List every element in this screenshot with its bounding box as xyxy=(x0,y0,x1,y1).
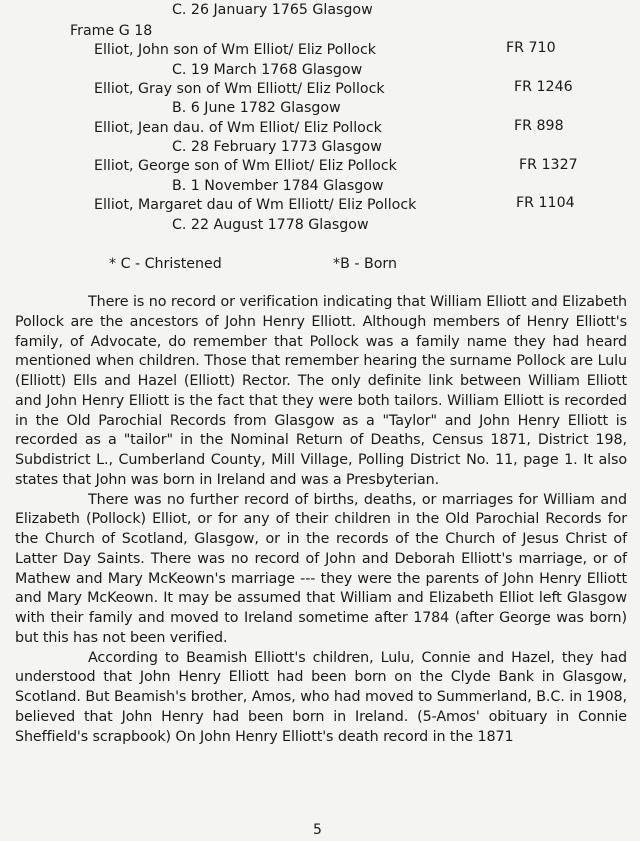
entry-frame-ref: FR 710 xyxy=(506,40,556,56)
entry-event: C. 28 February 1773 Glasgow xyxy=(172,139,382,155)
legend-christened: * C - Christened xyxy=(109,256,222,272)
entry-event: C. 22 August 1778 Glasgow xyxy=(172,217,369,233)
entry-event: B. 6 June 1782 Glasgow xyxy=(172,100,341,116)
entry-name: Elliot, Margaret dau of Wm Elliott/ Eliz Pollock xyxy=(94,197,417,213)
entry-event: B. 1 November 1784 Glasgow xyxy=(172,178,384,194)
entry-frame-ref: FR 1104 xyxy=(516,195,575,211)
entry-name: Elliot, Gray son of Wm Elliott/ Eliz Pollock xyxy=(94,81,385,97)
entry-name: Elliot, Jean dau. of Wm Elliot/ Eliz Pollock xyxy=(94,120,382,136)
page-number: 5 xyxy=(313,822,322,838)
entry-name: Elliot, John son of Wm Elliot/ Eliz Pollock xyxy=(94,42,376,58)
frame-label: Frame G 18 xyxy=(70,23,153,39)
paragraph: According to Beamish Elliott's children, Lulu, Connie and Hazel, they had understood that John Henry Elliott had been born on the Clyde Bank in Glasgow, Scotland. But Beamish's brother, Amos, who had moved to Summerland, B.C. in 1908, believed that John Henry had been born in Ireland. (5-Amos' obituary in Connie Sheffield's scrapbook) On John Henry Elliott's death record in the 1871 xyxy=(15,649,627,745)
record-top-line: C. 26 January 1765 Glasgow xyxy=(172,2,373,18)
entry-event: C. 19 March 1768 Glasgow xyxy=(172,62,363,78)
entry-frame-ref: FR 898 xyxy=(514,118,564,134)
paragraph: There was no further record of births, deaths, or marriages for William and Elizabeth (Pollock) Elliot, or for any of their children in the Old Parochial Records for the Church of Scotland, Glasgow, or in the records of the Church of Jesus Christ of Latter Day Saints. There was no record of John and Deborah Elliott's marriage, or of Mathew and Mary McKeown's marriage --- they were the parents of John Henry Elliott and Mary McKeown. It may be assumed that William and Elizabeth Elliot left Glasgow with their family and moved to Ireland sometime after 1784 (after George was born) but this has not been verified. xyxy=(15,491,627,646)
legend-born: *B - Born xyxy=(333,256,397,272)
entry-frame-ref: FR 1327 xyxy=(519,157,578,173)
entry-name: Elliot, George son of Wm Elliot/ Eliz Pollock xyxy=(94,158,397,174)
body-text xyxy=(15,293,627,747)
paragraph: There is no record or verification indicating that William Elliott and Elizabeth Pollock are the ancestors of John Henry Elliott. Although members of Henry Elliott's family, of Advocate, do remember that Pollock was a family name they had heard mentioned when children. Those that remember hearing the surname Pollock are Lulu (Elliott) Ells and Hazel (Elliott) Rector. The only definite link between William Elliott and John Henry Elliott is the fact that they were both tailors. William Elliott is recorded in the Old Parochial Records from Glasgow as a "Taylor" and John Henry Elliott is recorded as a "tailor" in the Nominal Return of Deaths, Census 1871, District 198, Subdistrict L., Cumberland County, Mill Village, Polling District No. 11, page 1. It also states that John was born in Ireland and was a Presbyterian. xyxy=(15,294,627,488)
entry-frame-ref: FR 1246 xyxy=(514,79,573,95)
